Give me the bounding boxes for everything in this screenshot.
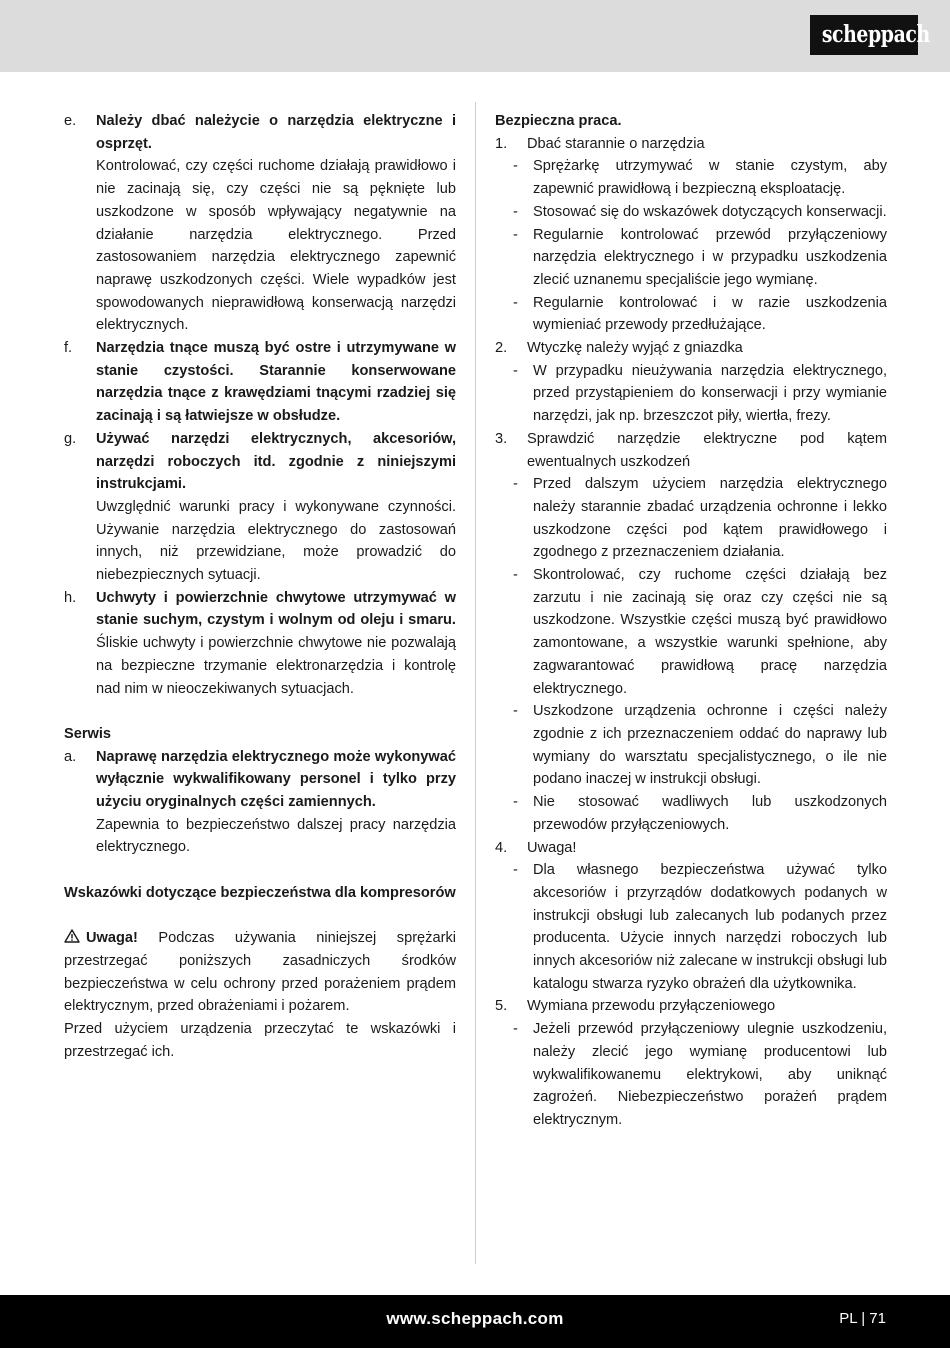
bullet-item — [495, 292, 887, 337]
brand-logo: scheppach — [810, 15, 918, 55]
item-heading: Narzędzia tnące muszą być ostre i utrzymywane w stanie czystości. Starannie konserwowane narzędzia tnące z krawędziami tnącymi rzadziej się zacinają i są łatwiejsze w obsłudze. — [96, 340, 456, 425]
item-number: 1. — [495, 135, 508, 152]
bullet-text: Skontrolować, czy ruchome części działają bez zarzutu i nie zacinają się oraz czy części nie są uszkodzone. Wszystkie części muszą być prawidłowo zamontowane, a wszystkie warunki spełnione, aby zagwarantować prawidłową pracę narzędzia elektrycznego. — [533, 567, 887, 697]
bullet-item — [495, 700, 887, 791]
list-item-h — [64, 587, 456, 701]
item-body: Uwzględnić warunki pracy i wykonywane czynności. Używanie narzędzia elektrycznego do zastosowań innych, niż przewidziane, może prowadzić do niebezpiecznych sytuacji. — [96, 498, 456, 584]
dash-bullet: - — [513, 567, 518, 584]
bullet-item — [495, 564, 887, 700]
bullet-item — [495, 360, 887, 428]
dash-bullet: - — [513, 226, 518, 243]
warning-label: Uwaga! — [86, 930, 138, 947]
left-column — [64, 110, 456, 1063]
numbered-item — [495, 428, 887, 473]
bullet-text: Nie stosować wadliwych lub uszkodzonych przewodów przyłączeniowych. — [533, 794, 887, 833]
item-number: 2. — [495, 340, 508, 357]
item-marker: a. — [64, 748, 77, 765]
bullet-item — [495, 201, 887, 224]
numbered-item — [495, 837, 887, 860]
item-heading: Należy dbać należycie o narzędzia elektryczne i osprzęt. — [96, 113, 456, 152]
item-marker: e. — [64, 113, 77, 129]
bullet-item — [495, 224, 887, 292]
bullet-item — [495, 859, 887, 995]
item-title: Wtyczkę należy wyjąć z gniazdka — [527, 340, 743, 357]
item-number: 4. — [495, 839, 508, 856]
bullet-item — [495, 1018, 887, 1132]
dash-bullet: - — [513, 203, 518, 220]
item-heading: Uchwyty i powierzchnie chwytowe utrzymywać w stanie suchym, czystym i wolnym od oleju i smaru. — [96, 589, 456, 629]
bullet-item — [495, 791, 887, 836]
bullet-text: Dla własnego bezpieczeństwa używać tylko akcesoriów i przyrządów dodatkowych podanych w instrukcji obsługi lub zalecanych lub podanych przez producenta. Użycie innych narzędzi roboczych lub innych akcesoriów niż zalecane w instrukcji obsługi lub katalogu stwarza ryzyko obrażeń dla użytkownika. — [533, 862, 887, 992]
list-item-g — [64, 428, 456, 587]
column-divider — [475, 102, 476, 1264]
item-title: Sprawdzić narzędzie elektryczne pod kątem ewentualnych uszkodzeń — [527, 430, 887, 470]
bullet-text: Regularnie kontrolować i w razie uszkodzenia wymieniać przewody przedłużające. — [533, 294, 887, 334]
item-title: Uwaga! — [527, 839, 577, 856]
dash-bullet: - — [513, 1021, 518, 1038]
bullet-text: Sprężarkę utrzymywać w stanie czystym, aby zapewnić prawidłową i bezpieczną eksploatację. — [533, 158, 887, 198]
dash-bullet: - — [513, 794, 518, 811]
numbered-list — [495, 133, 887, 1132]
page-footer — [0, 1295, 950, 1348]
item-body: Zapewnia to bezpieczeństwo dalszej pracy narzędzia elektrycznego. — [96, 816, 456, 856]
list-item-f — [64, 337, 456, 428]
item-body: Kontrolować, czy części ruchome działają prawidłowo i nie zacinają się, czy części nie są pęknięte lub uszkodzone w sposób wpływający negatywnie na działanie narzędzia elektrycznego. Przed zastosowaniem narzędzia elektrycznego zapewnić naprawę uszkodzonych części. Wiele wypadków jest spowodowanych nieprawidłową konserwacją narzędzi elektrycznych. — [96, 158, 456, 334]
section-title-serwis: Serwis — [64, 725, 112, 742]
bullet-text: W przypadku nieużywania narzędzia elektrycznego, przed przystąpieniem do konserwacji i przy wymianie narzędzi, jak np. brzeszczot piły, wiertła, frezy. — [533, 362, 887, 425]
list-item-e — [64, 110, 456, 337]
bullet-text: Regularnie kontrolować przewód przyłączeniowy narzędzia elektrycznego i w przypadku uszkodzenia zlecić uznanemu specjaliście jego wymianę. — [533, 226, 887, 288]
bullet-item — [495, 473, 887, 564]
right-column — [495, 110, 887, 1132]
dash-bullet: - — [513, 362, 518, 379]
dash-bullet: - — [513, 703, 518, 720]
numbered-item — [495, 133, 887, 156]
bullet-text: Jeżeli przewód przyłączeniowy ulegnie uszkodzeniu, należy zlecić jego wymianę producentowi lub wykwalifikowanemu elektrykowi, aby uniknąć zagrożeń. Niebezpieczeństwo porażeń prądem elektrycznym. — [533, 1021, 887, 1128]
bullet-text: Uszkodzone urządzenia ochronne i części należy zgodnie z ich przeznaczeniem oddać do naprawy lub wymiany do warsztatu specjalistycznego, o ile nie podano inaczej w instrukcji obsługi. — [533, 703, 887, 788]
item-number: 3. — [495, 430, 508, 447]
item-heading: Używać narzędzi elektrycznych, akcesoriów, narzędzi roboczych itd. zgodnie z niniejszymi instrukcjami. — [96, 430, 456, 493]
dash-bullet: - — [513, 294, 518, 311]
item-number: 5. — [495, 998, 508, 1015]
numbered-item — [495, 995, 887, 1018]
warning-text: Podczas używania niniejszej sprężarki przestrzegać poniższych zasadniczych środków bezpieczeństwa w celu ochrony przed porażeniem prądem elektrycznym, przed obrażeniami i pożarem. — [64, 930, 456, 1015]
warning-paragraph — [64, 927, 456, 1018]
bullet-item — [495, 155, 887, 200]
item-marker: h. — [64, 589, 77, 606]
website-url: www.scheppach.com — [386, 1309, 564, 1328]
dash-bullet: - — [513, 158, 518, 175]
item-title: Dbać starannie o narzędzia — [527, 135, 705, 152]
item-marker: f. — [64, 340, 73, 357]
section-title-safe-work: Bezpieczna praca. — [495, 113, 622, 129]
item-title: Wymiana przewodu przyłączeniowego — [527, 998, 776, 1015]
page-number: PL | 71 — [839, 1310, 886, 1327]
item-heading: Naprawę narzędzia elektrycznego może wykonywać wyłącznie wykwalifikowany personel i tylko przy użyciu oryginalnych części zamiennych. — [96, 748, 456, 811]
warning-paragraph-2: Przed użyciem urządzenia przeczytać te wskazówki i przestrzegać ich. — [64, 1021, 456, 1060]
item-marker: g. — [64, 430, 77, 447]
page-header — [0, 0, 950, 72]
list-item-a — [64, 746, 456, 860]
dash-bullet: - — [513, 862, 518, 879]
item-body: Śliskie uchwyty i powierzchnie chwytowe nie pozwalają na bezpieczne trzymanie elektronarzędzia i kontrolę nad nim w nieoczekiwanych sytuacjach. — [96, 635, 456, 697]
bullet-text: Przed dalszym użyciem narzędzia elektrycznego należy starannie zbadać urządzenia ochronne i lekko uszkodzone części pod kątem prawidłowego i zgodnego z przeznaczeniem działania. — [533, 476, 887, 561]
section-title-compressor: Wskazówki dotyczące bezpieczeństwa dla kompresorów — [64, 884, 456, 901]
dash-bullet: - — [513, 476, 518, 493]
bullet-text: Stosować się do wskazówek dotyczących konserwacji. — [533, 203, 887, 220]
warning-triangle-icon — [64, 929, 80, 943]
numbered-item — [495, 337, 887, 360]
